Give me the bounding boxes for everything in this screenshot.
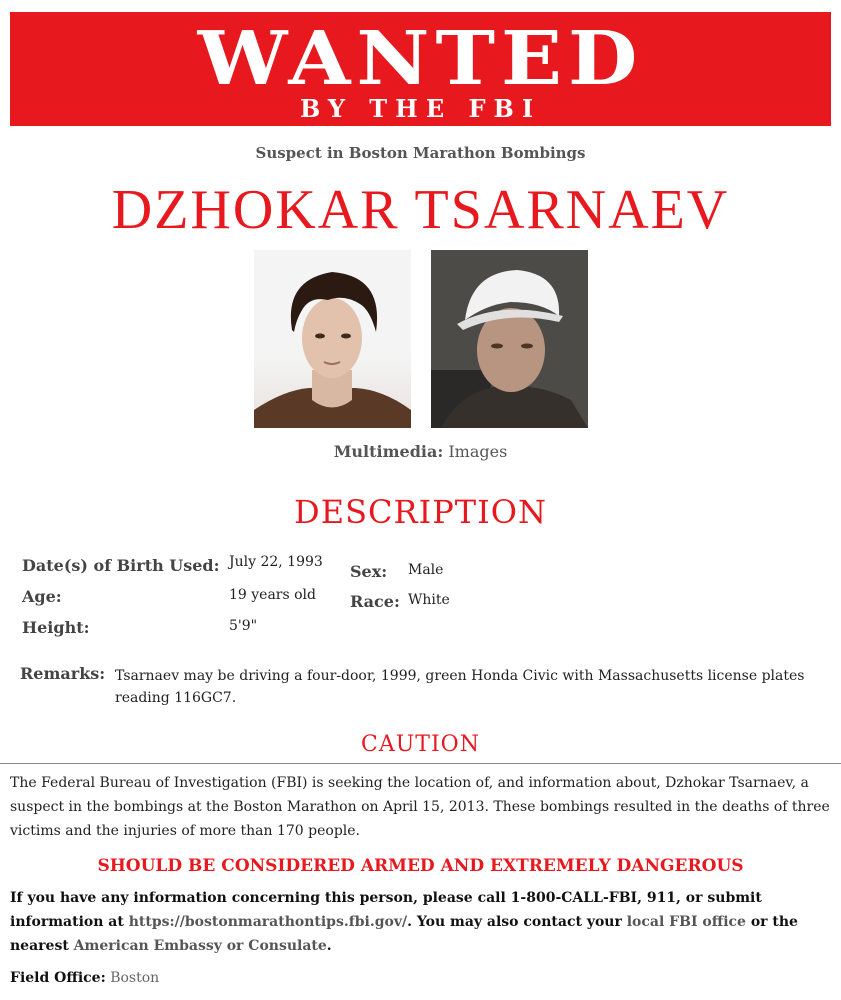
local-fbi-office-link[interactable]: local FBI office (626, 914, 746, 930)
tips-website-link[interactable]: https://bostonmarathontips.fbi.gov/ (128, 914, 408, 930)
armed-dangerous-warning: SHOULD BE CONSIDERED ARMED AND EXTREMELY DANGEROUS (97, 856, 744, 876)
age-label: Age: (22, 587, 62, 606)
contact-text-2: . You may also contact your (407, 914, 627, 930)
height-value: 5'9" (229, 618, 258, 634)
caution-divider (0, 763, 841, 764)
race-label: Race: (350, 592, 400, 611)
contact-text-1: If you have any information concerning this person, please call 1-800-CALL-FBI, 911, or submit information at (10, 890, 762, 930)
remarks-text: Tsarnaev may be driving a four-door, 1999, green Honda Civic with Massachusetts license plates reading 116GC7. (115, 668, 805, 706)
height-label: Height: (22, 618, 90, 637)
sex-label: Sex: (350, 562, 388, 581)
suspect-name: DZHOKAR TSARNAEV (111, 179, 730, 241)
suspect-photo-2[interactable] (431, 250, 588, 428)
suspect-portrait-image (254, 250, 411, 428)
caution-heading: CAUTION (361, 732, 480, 757)
dob-label: Date(s) of Birth Used: (22, 556, 220, 575)
caution-body: The Federal Bureau of Investigation (FBI) is seeking the location of, and information about, Dzhokar Tsarnaev, a suspect in the bombings at the Boston Marathon on April 15, 2013. These bombings resulted in the deaths of three victims and the injuries of more than 170 people. (10, 775, 830, 839)
surveillance-image (431, 250, 588, 428)
sex-value: Male (408, 562, 444, 578)
multimedia-line (0, 442, 841, 461)
poster-subtitle: Suspect in Boston Marathon Bombings (255, 144, 586, 162)
multimedia-label: Multimedia: (333, 442, 444, 461)
wanted-heading: WANTED (197, 14, 644, 102)
dob-value: July 22, 1993 (229, 554, 323, 570)
age-value: 19 years old (229, 587, 317, 603)
field-office-line (10, 970, 159, 986)
description-heading: DESCRIPTION (294, 493, 547, 531)
contact-paragraph (10, 886, 830, 958)
embassy-consulate-link[interactable]: American Embassy or Consulate (73, 938, 327, 954)
suspect-photo-1[interactable] (254, 250, 411, 428)
wanted-banner (10, 12, 831, 126)
by-the-fbi-heading: BY THE FBI (299, 94, 542, 123)
field-office-value: Boston (110, 970, 160, 986)
contact-text-3: or the nearest (10, 914, 798, 954)
contact-text-4: . (326, 938, 332, 954)
race-value: White (408, 592, 450, 608)
multimedia-images-link[interactable]: Images (448, 442, 508, 461)
remarks-label: Remarks: (20, 664, 106, 683)
field-office-label: Field Office: (10, 970, 106, 986)
